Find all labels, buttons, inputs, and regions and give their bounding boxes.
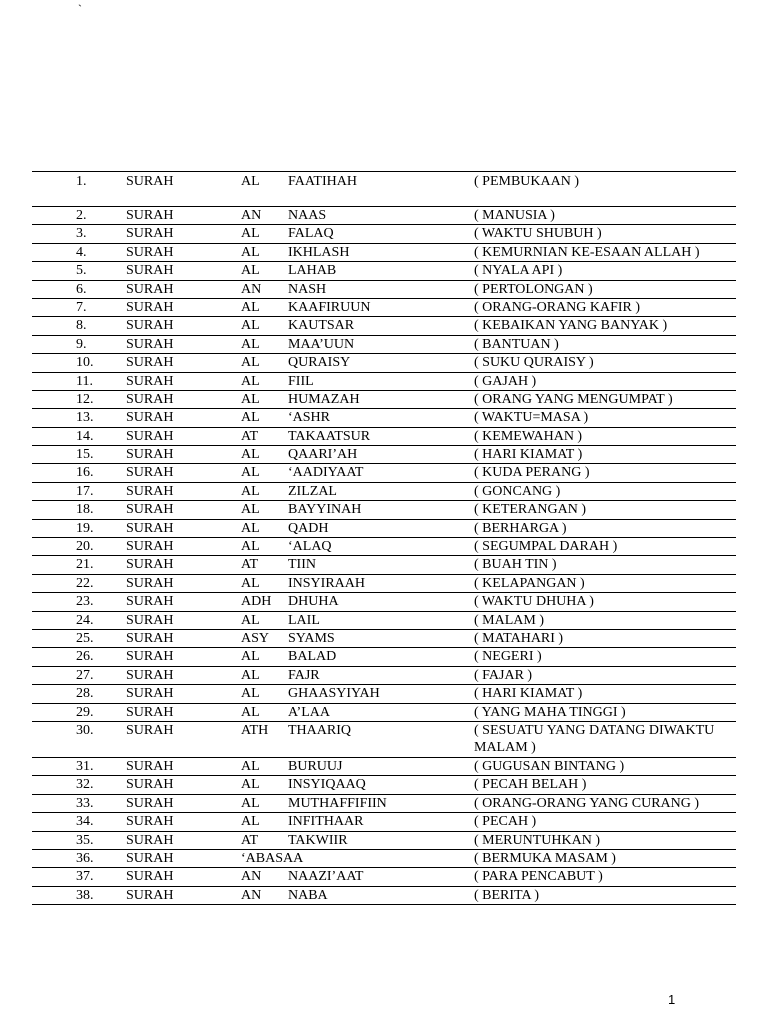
surah-number: 30. xyxy=(76,722,94,738)
surah-name: QAARI’AH xyxy=(288,447,358,463)
table-row xyxy=(32,556,736,574)
surah-number: 33. xyxy=(76,795,94,811)
surah-meaning: ( BUAH TIN ) xyxy=(474,557,557,573)
surah-number: 18. xyxy=(76,502,94,518)
surah-prefix: AL xyxy=(241,174,260,189)
surah-meaning: ( KELAPANGAN ) xyxy=(474,575,585,591)
surah-word: SURAH xyxy=(126,318,174,334)
surah-word: SURAH xyxy=(126,465,174,481)
table-row xyxy=(32,758,736,776)
surah-name: ZILZAL xyxy=(288,483,337,499)
surah-name: TIIN xyxy=(288,557,316,573)
surah-meaning: ( BERITA ) xyxy=(474,887,539,903)
surah-name: NABA xyxy=(288,887,328,903)
surah-word: SURAH xyxy=(126,281,174,297)
table-row xyxy=(32,225,736,243)
surah-word: SURAH xyxy=(126,667,174,683)
table-row xyxy=(32,207,736,225)
surah-word: SURAH xyxy=(126,850,174,866)
table-row xyxy=(32,501,736,519)
table-row xyxy=(32,704,736,722)
table-row xyxy=(32,299,736,317)
surah-meaning: ( ORANG-ORANG YANG CURANG ) xyxy=(474,795,700,811)
surah-word: SURAH xyxy=(126,686,174,702)
surah-meaning: ( ORANG-ORANG KAFIR ) xyxy=(474,299,641,315)
surah-number: 29. xyxy=(76,704,94,720)
surah-prefix: AL xyxy=(241,226,260,242)
surah-meaning: ( WAKTU SHUBUH ) xyxy=(474,226,602,242)
surah-name: DHUHA xyxy=(288,594,339,610)
surah-name: TAKWIIR xyxy=(288,832,348,848)
surah-name: NASH xyxy=(288,281,327,297)
surah-prefix: AL xyxy=(241,355,260,371)
surah-prefix: ASY xyxy=(241,630,270,646)
surah-meaning: ( WAKTU=MASA ) xyxy=(474,410,589,426)
surah-name: KAUTSAR xyxy=(288,318,355,334)
surah-number: 31. xyxy=(76,758,94,774)
surah-name: INFITHAAR xyxy=(288,814,364,830)
surah-prefix: AL xyxy=(241,758,260,774)
surah-word: SURAH xyxy=(126,244,174,260)
surah-name: KAAFIRUUN xyxy=(288,299,371,315)
surah-number: 3. xyxy=(76,226,87,242)
surah-number: 32. xyxy=(76,777,94,793)
surah-number: 10. xyxy=(76,355,94,371)
surah-word: SURAH xyxy=(126,758,174,774)
surah-number: 38. xyxy=(76,887,94,903)
surah-name: FAATIHAH xyxy=(288,174,357,189)
surah-word: SURAH xyxy=(126,887,174,903)
surah-meaning: ( MALAM ) xyxy=(474,612,544,628)
table-row xyxy=(32,795,736,813)
surah-number: 19. xyxy=(76,520,94,536)
surah-name: FALAQ xyxy=(288,226,334,242)
surah-meaning: ( GUGUSAN BINTANG ) xyxy=(474,758,625,774)
surah-meaning: ( MATAHARI ) xyxy=(474,630,564,646)
surah-number: 22. xyxy=(76,575,94,591)
surah-number: 37. xyxy=(76,869,94,885)
surah-meaning: ( YANG MAHA TINGGI ) xyxy=(474,704,626,720)
table-row xyxy=(32,391,736,409)
surah-meaning: ( PEMBUKAAN ) xyxy=(474,174,579,189)
surah-name: LAHAB xyxy=(288,263,337,279)
surah-number: 7. xyxy=(76,299,87,315)
table-row xyxy=(32,776,736,794)
surah-prefix: AL xyxy=(241,520,260,536)
surah-prefix: AL xyxy=(241,465,260,481)
surah-name: IKHLASH xyxy=(288,244,350,260)
surah-meaning: ( KETERANGAN ) xyxy=(474,502,586,518)
surah-name: INSYIRAAH xyxy=(288,575,365,591)
surah-word: SURAH xyxy=(126,502,174,518)
surah-meaning: ( SEGUMPAL DARAH ) xyxy=(474,539,618,555)
surah-word: SURAH xyxy=(126,263,174,279)
surah-word: SURAH xyxy=(126,174,174,189)
surah-number: 4. xyxy=(76,244,87,260)
surah-prefix: AL xyxy=(241,483,260,499)
surah-meaning: ( HARI KIAMAT ) xyxy=(474,447,583,463)
surah-number: 20. xyxy=(76,539,94,555)
table-row xyxy=(32,172,736,207)
surah-meaning: ( HARI KIAMAT ) xyxy=(474,686,583,702)
surah-word: SURAH xyxy=(126,722,174,738)
surah-meaning: ( GAJAH ) xyxy=(474,373,537,389)
surah-name: INSYIQAAQ xyxy=(288,777,366,793)
table-row xyxy=(32,464,736,482)
table-row xyxy=(32,244,736,262)
surah-word: SURAH xyxy=(126,391,174,407)
surah-name: BALAD xyxy=(288,649,337,665)
surah-word: SURAH xyxy=(126,630,174,646)
surah-number: 6. xyxy=(76,281,87,297)
surah-meaning: ( KEMURNIAN KE-ESAAN ALLAH ) xyxy=(474,244,700,260)
table-row xyxy=(32,685,736,703)
table-row xyxy=(32,630,736,648)
surah-prefix: AT xyxy=(241,832,259,848)
surah-name: HUMAZAH xyxy=(288,391,360,407)
surah-number: 23. xyxy=(76,594,94,610)
surah-prefix: AL xyxy=(241,391,260,407)
surah-name: A’LAA xyxy=(288,704,330,720)
surah-name: THAARIQ xyxy=(288,722,351,738)
table-row xyxy=(32,575,736,593)
table-row xyxy=(32,538,736,556)
surah-word: SURAH xyxy=(126,539,174,555)
surah-meaning: ( PECAH ) xyxy=(474,814,537,830)
surah-prefix: ADH xyxy=(241,594,272,610)
surah-word: SURAH xyxy=(126,814,174,830)
surah-prefix: AN xyxy=(241,887,262,903)
surah-prefix: AL xyxy=(241,336,260,352)
surah-number: 2. xyxy=(76,208,87,223)
surah-word: SURAH xyxy=(126,226,174,242)
surah-word: SURAH xyxy=(126,428,174,444)
surah-word: SURAH xyxy=(126,795,174,811)
surah-word: SURAH xyxy=(126,520,174,536)
surah-number: 12. xyxy=(76,391,94,407)
table-row xyxy=(32,428,736,446)
table-row xyxy=(32,832,736,850)
surah-meaning: ( KEBAIKAN YANG BANYAK ) xyxy=(474,318,668,334)
surah-prefix: AL xyxy=(241,263,260,279)
surah-name: TAKAATSUR xyxy=(288,428,371,444)
surah-number: 8. xyxy=(76,318,87,334)
surah-number: 1. xyxy=(76,174,87,189)
surah-meaning: ( SESUATU YANG DATANG DIWAKTU MALAM ) xyxy=(474,722,715,755)
table-row xyxy=(32,667,736,685)
surah-meaning: ( KUDA PERANG ) xyxy=(474,465,590,481)
surah-prefix: AL xyxy=(241,299,260,315)
surah-number: 35. xyxy=(76,832,94,848)
surah-prefix: AN xyxy=(241,281,262,297)
surah-prefix: AL xyxy=(241,575,260,591)
surah-meaning: ( KEMEWAHAN ) xyxy=(474,428,583,444)
surah-meaning: ( BERHARGA ) xyxy=(474,520,567,536)
surah-word: SURAH xyxy=(126,208,174,223)
surah-word: SURAH xyxy=(126,832,174,848)
surah-meaning: ( BERMUKA MASAM ) xyxy=(474,850,616,866)
table-row xyxy=(32,593,736,611)
surah-word: SURAH xyxy=(126,373,174,389)
surah-word: SURAH xyxy=(126,447,174,463)
surah-number: 5. xyxy=(76,263,87,279)
stray-mark: ` xyxy=(78,2,82,16)
surah-prefix: ATH xyxy=(241,722,269,738)
table-row xyxy=(32,354,736,372)
surah-number: 14. xyxy=(76,428,94,444)
surah-number: 26. xyxy=(76,649,94,665)
surah-meaning: ( ORANG YANG MENGUMPAT ) xyxy=(474,391,673,407)
surah-prefix: AN xyxy=(241,208,262,223)
surah-name: ‘AADIYAAT xyxy=(288,465,364,481)
surah-number: 17. xyxy=(76,483,94,499)
table-row xyxy=(32,887,736,905)
surah-word: SURAH xyxy=(126,575,174,591)
table-row xyxy=(32,722,736,758)
table-row xyxy=(32,262,736,280)
surah-word: SURAH xyxy=(126,299,174,315)
surah-table xyxy=(32,171,736,905)
surah-name: GHAASYIYAH xyxy=(288,686,380,702)
surah-number: 28. xyxy=(76,686,94,702)
surah-meaning: ( WAKTU DHUHA ) xyxy=(474,594,594,610)
surah-number: 15. xyxy=(76,447,94,463)
surah-name: BAYYINAH xyxy=(288,502,362,518)
surah-word: SURAH xyxy=(126,594,174,610)
surah-meaning: ( NYALA API ) xyxy=(474,263,563,279)
surah-prefix: AL xyxy=(241,539,260,555)
table-row xyxy=(32,648,736,666)
surah-number: 25. xyxy=(76,630,94,646)
surah-word: SURAH xyxy=(126,483,174,499)
surah-word: SURAH xyxy=(126,869,174,885)
surah-meaning: ( GONCANG ) xyxy=(474,483,561,499)
surah-meaning: ( PECAH BELAH ) xyxy=(474,777,587,793)
surah-name: FIIL xyxy=(288,373,314,389)
surah-meaning: ( SUKU QURAISY ) xyxy=(474,355,594,371)
surah-prefix: AL xyxy=(241,777,260,793)
table-row xyxy=(32,612,736,630)
surah-name: BURUUJ xyxy=(288,758,343,774)
page-number: 1 xyxy=(668,992,676,1007)
table-row xyxy=(32,520,736,538)
surah-name: NAAS xyxy=(288,208,327,223)
surah-number: 27. xyxy=(76,667,94,683)
table-row xyxy=(32,336,736,354)
surah-prefix: AT xyxy=(241,557,259,573)
table-row xyxy=(32,446,736,464)
table-row xyxy=(32,813,736,831)
surah-word: SURAH xyxy=(126,649,174,665)
surah-name: NAAZI’AAT xyxy=(288,869,364,885)
surah-prefix: AL xyxy=(241,704,260,720)
table-row xyxy=(32,850,736,868)
surah-name: MAA’UUN xyxy=(288,336,355,352)
surah-number: 9. xyxy=(76,336,87,352)
surah-word: SURAH xyxy=(126,777,174,793)
surah-number: 21. xyxy=(76,557,94,573)
table-row xyxy=(32,483,736,501)
surah-meaning: ( MANUSIA ) xyxy=(474,208,555,223)
surah-name: FAJR xyxy=(288,667,320,683)
surah-prefix: AT xyxy=(241,428,259,444)
surah-prefix: AL xyxy=(241,814,260,830)
surah-name: QURAISY xyxy=(288,355,351,371)
surah-prefix: AL xyxy=(241,410,260,426)
surah-meaning: ( NEGERI ) xyxy=(474,649,542,665)
surah-prefix: ‘ABASAA xyxy=(241,850,304,866)
surah-prefix: AL xyxy=(241,244,260,260)
surah-prefix: AL xyxy=(241,318,260,334)
surah-prefix: AL xyxy=(241,612,260,628)
surah-meaning: ( PERTOLONGAN ) xyxy=(474,281,593,297)
surah-meaning: ( FAJAR ) xyxy=(474,667,533,683)
surah-word: SURAH xyxy=(126,612,174,628)
surah-prefix: AN xyxy=(241,869,262,885)
surah-number: 34. xyxy=(76,814,94,830)
table-row xyxy=(32,868,736,886)
surah-name: MUTHAFFIFIIN xyxy=(288,795,387,811)
surah-prefix: AL xyxy=(241,373,260,389)
surah-word: SURAH xyxy=(126,410,174,426)
surah-number: 36. xyxy=(76,850,94,866)
surah-word: SURAH xyxy=(126,355,174,371)
surah-meaning: ( PARA PENCABUT ) xyxy=(474,869,603,885)
surah-name: QADH xyxy=(288,520,329,536)
surah-name: LAIL xyxy=(288,612,320,628)
surah-prefix: AL xyxy=(241,686,260,702)
surah-meaning: ( MERUNTUHKAN ) xyxy=(474,832,600,848)
surah-name: ‘ALAQ xyxy=(288,539,332,555)
surah-prefix: AL xyxy=(241,649,260,665)
table-row xyxy=(32,409,736,427)
table-row xyxy=(32,317,736,335)
surah-number: 16. xyxy=(76,465,94,481)
surah-name: ‘ASHR xyxy=(288,410,331,426)
surah-word: SURAH xyxy=(126,336,174,352)
surah-prefix: AL xyxy=(241,795,260,811)
table-row xyxy=(32,373,736,391)
surah-number: 24. xyxy=(76,612,94,628)
surah-word: SURAH xyxy=(126,704,174,720)
surah-name: SYAMS xyxy=(288,630,335,646)
surah-prefix: AL xyxy=(241,667,260,683)
surah-number: 13. xyxy=(76,410,94,426)
table-row xyxy=(32,281,736,299)
surah-number: 11. xyxy=(76,373,93,389)
surah-prefix: AL xyxy=(241,447,260,463)
surah-prefix: AL xyxy=(241,502,260,518)
surah-word: SURAH xyxy=(126,557,174,573)
surah-meaning: ( BANTUAN ) xyxy=(474,336,559,352)
